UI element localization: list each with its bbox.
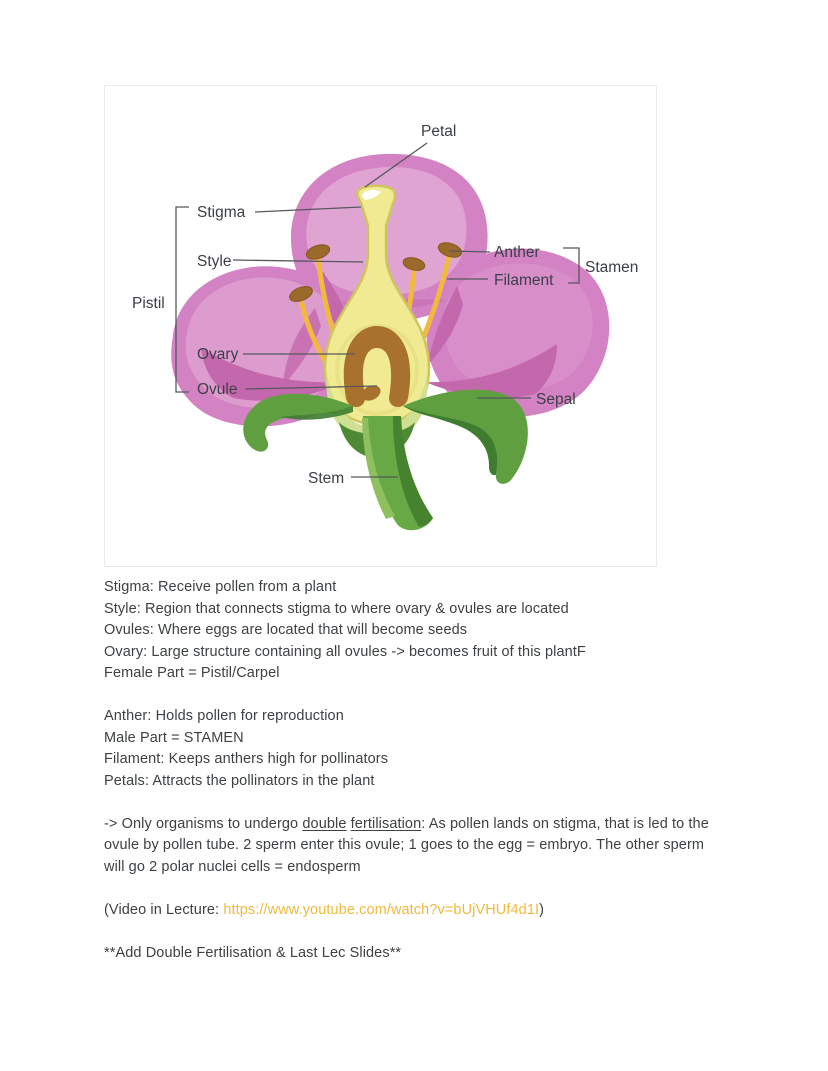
todo-line: **Add Double Fertilisation & Last Lec Slides** (104, 944, 402, 961)
label-filament: Filament (494, 272, 554, 289)
note-line-male: Male Part = STAMEN (104, 729, 244, 746)
note-line-ovary: Ovary: Large structure containing all ovules -> becomes fruit of this plantF (104, 643, 586, 660)
left-sepal (243, 394, 353, 452)
note-line-female: Female Part = Pistil/Carpel (104, 665, 280, 681)
label-petal: Petal (421, 123, 457, 140)
label-stem: Stem (308, 470, 345, 487)
note-line-anther: Anther: Holds pollen for reproduction (104, 708, 344, 724)
label-stamen: Stamen (585, 259, 639, 276)
note-line-filament: Filament: Keeps anthers high for pollinators (104, 751, 389, 767)
fert-seg-4: : As pollen lands on stigma, that is led to the ovule by pollen tube. 2 sperm enter this ovule; 1 goes to the egg = embryo. The other sperm will go 2 polar nuclei cells = endosperm (104, 815, 709, 875)
label-pistil: Pistil (132, 295, 165, 312)
label-stigma: Stigma (197, 204, 246, 221)
youtube-link[interactable]: https://www.youtube.com/watch?v=bUjVHUf4d1I (223, 901, 540, 918)
note-line-petals: Petals: Attracts the pollinators in the plant (104, 772, 375, 789)
note-line-style: Style: Region that connects stigma to where ovary & ovules are located (104, 600, 569, 617)
video-line (104, 900, 728, 922)
label-sepal: Sepal (536, 391, 576, 408)
video-prefix: (Video in Lecture: (104, 901, 224, 918)
label-ovule: Ovule (197, 381, 238, 398)
fertilisation-paragraph (104, 814, 728, 879)
label-ovary: Ovary (197, 346, 239, 363)
female-parts-paragraph (104, 577, 728, 685)
flower-illustration (105, 86, 656, 566)
right-sepal (403, 390, 528, 484)
fert-seg-0: -> Only organisms to undergo (104, 815, 303, 832)
note-line-stigma: Stigma: Receive pollen from a plant (104, 579, 337, 595)
fert-seg-double-underlined: double (302, 815, 347, 832)
fert-seg-fertilisation-underlined: fertilisation (350, 815, 422, 832)
label-anther: Anther (494, 244, 540, 261)
video-suffix: ) (539, 901, 545, 918)
notes-section (104, 577, 728, 986)
male-parts-paragraph (104, 706, 728, 792)
label-style: Style (197, 253, 232, 270)
flower-diagram-image[interactable] (104, 85, 657, 567)
note-line-ovules: Ovules: Where eggs are located that will become seeds (104, 622, 468, 638)
